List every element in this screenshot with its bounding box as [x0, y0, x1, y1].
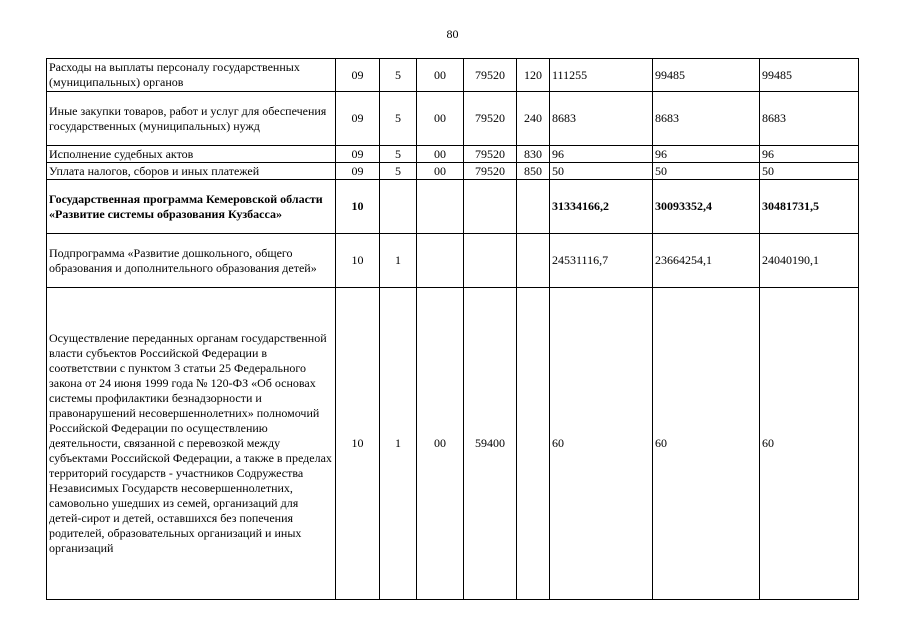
row-program: 1: [380, 234, 417, 288]
row-direction: [464, 234, 517, 288]
row-subprogram: 00: [417, 288, 464, 600]
row-expense-type: [517, 180, 550, 234]
row-section: 09: [336, 59, 380, 92]
row-name: Осуществление переданных органам государственной власти субъектов Российской Федерации в соответствии с пунктом 3 статьи 25 Федерального закона от 24 июня 1999 года № 120-ФЗ «Об основах системы профилактики безнадзорности и правонарушений несовершеннолетних» полномочий Российской Федерации по осуществлению деятельности, связанной с перевозкой между субъектами Российской Федерации, а также в пределах территорий государств - участников Содружества Независимых Государств несовершеннолетних, самовольно ушедших из семей, организаций для детей-сирот и детей, оставшихся без попечения родителей, образовательных организаций и иных организаций: [47, 288, 336, 600]
row-expense-type: [517, 288, 550, 600]
row-value-2: 99485: [653, 59, 760, 92]
row-expense-type: 850: [517, 163, 550, 180]
table-row: [47, 59, 859, 92]
row-program: 5: [380, 92, 417, 146]
row-value-1: 96: [550, 146, 653, 163]
row-value-3: 60: [760, 288, 859, 600]
row-value-2: 8683: [653, 92, 760, 146]
row-direction: 79520: [464, 92, 517, 146]
row-expense-type: 120: [517, 59, 550, 92]
row-program: 5: [380, 59, 417, 92]
row-value-2: 60: [653, 288, 760, 600]
row-value-1: 24531116,7: [550, 234, 653, 288]
row-program: 1: [380, 288, 417, 600]
row-value-1: 50: [550, 163, 653, 180]
row-value-2: 23664254,1: [653, 234, 760, 288]
row-value-2: 96: [653, 146, 760, 163]
budget-table: [46, 58, 859, 600]
row-value-3: 8683: [760, 92, 859, 146]
row-section: 09: [336, 163, 380, 180]
row-subprogram: 00: [417, 92, 464, 146]
row-subprogram: [417, 234, 464, 288]
row-subprogram: 00: [417, 146, 464, 163]
row-value-3: 50: [760, 163, 859, 180]
row-name: Государственная программа Кемеровской области «Развитие системы образования Кузбасса»: [47, 180, 336, 234]
row-value-3: 99485: [760, 59, 859, 92]
table-row: [47, 288, 859, 600]
row-value-3: 30481731,5: [760, 180, 859, 234]
row-name: Исполнение судебных актов: [47, 146, 336, 163]
row-program: 5: [380, 163, 417, 180]
row-value-1: 111255: [550, 59, 653, 92]
row-value-3: 24040190,1: [760, 234, 859, 288]
row-name: Уплата налогов, сборов и иных платежей: [47, 163, 336, 180]
row-subprogram: 00: [417, 59, 464, 92]
row-value-1: 60: [550, 288, 653, 600]
row-name: Подпрограмма «Развитие дошкольного, общего образования и дополнительного образования детей»: [47, 234, 336, 288]
page-number: 80: [446, 27, 459, 41]
row-program: 5: [380, 146, 417, 163]
row-section: 09: [336, 92, 380, 146]
row-subprogram: [417, 180, 464, 234]
row-name: Расходы на выплаты персоналу государственных (муниципальных) органов: [47, 59, 336, 92]
row-value-2: 30093352,4: [653, 180, 760, 234]
table-row: [47, 146, 859, 163]
table-row: [47, 92, 859, 146]
row-program: [380, 180, 417, 234]
row-subprogram: 00: [417, 163, 464, 180]
row-direction: 79520: [464, 163, 517, 180]
row-section: 10: [336, 234, 380, 288]
row-section: 10: [336, 180, 380, 234]
table-row: [47, 180, 859, 234]
row-expense-type: 240: [517, 92, 550, 146]
row-name: Иные закупки товаров, работ и услуг для обеспечения государственных (муниципальных) нужд: [47, 92, 336, 146]
row-expense-type: 830: [517, 146, 550, 163]
table-row: [47, 163, 859, 180]
table-row: [47, 234, 859, 288]
row-value-2: 50: [653, 163, 760, 180]
row-value-3: 96: [760, 146, 859, 163]
row-value-1: 8683: [550, 92, 653, 146]
row-section: 10: [336, 288, 380, 600]
row-direction: [464, 180, 517, 234]
row-direction: 79520: [464, 146, 517, 163]
row-value-1: 31334166,2: [550, 180, 653, 234]
row-expense-type: [517, 234, 550, 288]
row-section: 09: [336, 146, 380, 163]
row-direction: 59400: [464, 288, 517, 600]
row-direction: 79520: [464, 59, 517, 92]
